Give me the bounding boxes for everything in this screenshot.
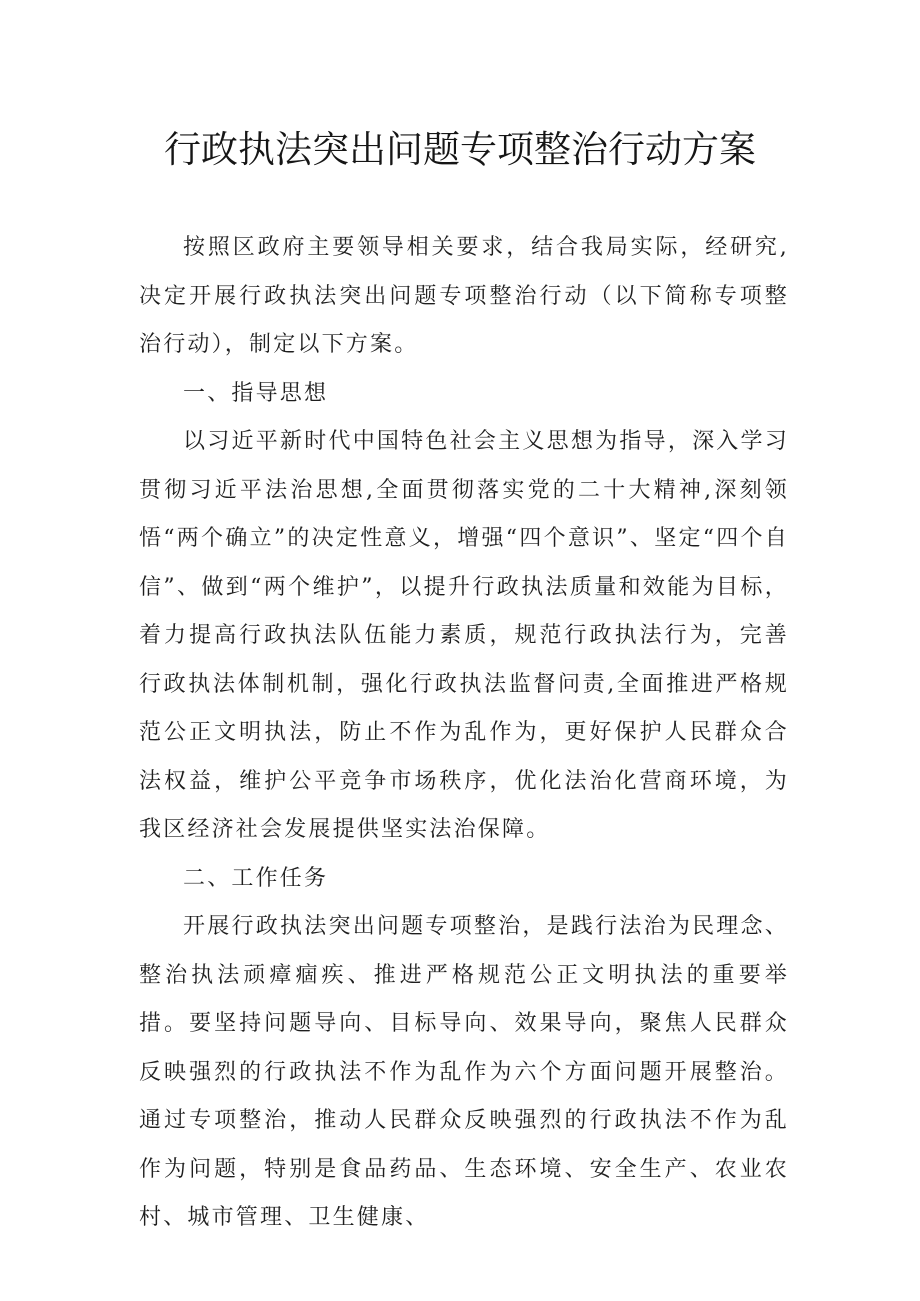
section-heading-guiding-ideology: 一、指导思想 [183, 380, 329, 406]
document-title: 行政执法突出问题专项整治行动方案 [164, 128, 756, 171]
section-heading-work-tasks: 二、工作任务 [183, 865, 329, 891]
intro-paragraph: 按照区政府主要领导相关要求，结合我局实际，经研究,决定开展行政执法突出问题专项整治行动（以下简称专项整治行动），制定以下方案。 [139, 235, 789, 357]
guiding-ideology-paragraph: 以习近平新时代中国特色社会主义思想为指导，深入学习贯彻习近平法治思想,全面贯彻落实党的二十大精神,深刻领悟“两个确立”的决定性意义，增强“四个意识”、坚定“四个自信”、做到“两个维护”，以提升行政执法质量和效能为目标，着力提高行政执法队伍能力素质，规范行政执法行为，完善行政执法体制机制，强化行政执法监督问责,全面推进严格规范公正文明执法，防止不作为乱作为，更好保护人民群众合法权益，维护公平竞争市场秩序，优化法治化营商环境，为我区经济社会发展提供坚实法治保障。 [139, 429, 789, 842]
document-body [139, 224, 789, 1243]
work-tasks-paragraph: 开展行政执法突出问题专项整治，是践行法治为民理念、整治执法顽瘴痼疾、推进严格规范公正文明执法的重要举措。要坚持问题导向、目标导向、效果导向，聚焦人民群众反映强烈的行政执法不作为乱作为六个方面问题开展整治。通过专项整治，推动人民群众反映强烈的行政执法不作为乱作为问题，特别是食品药品、生态环境、安全生产、农业农村、城市管理、卫生健康、 [139, 914, 789, 1230]
